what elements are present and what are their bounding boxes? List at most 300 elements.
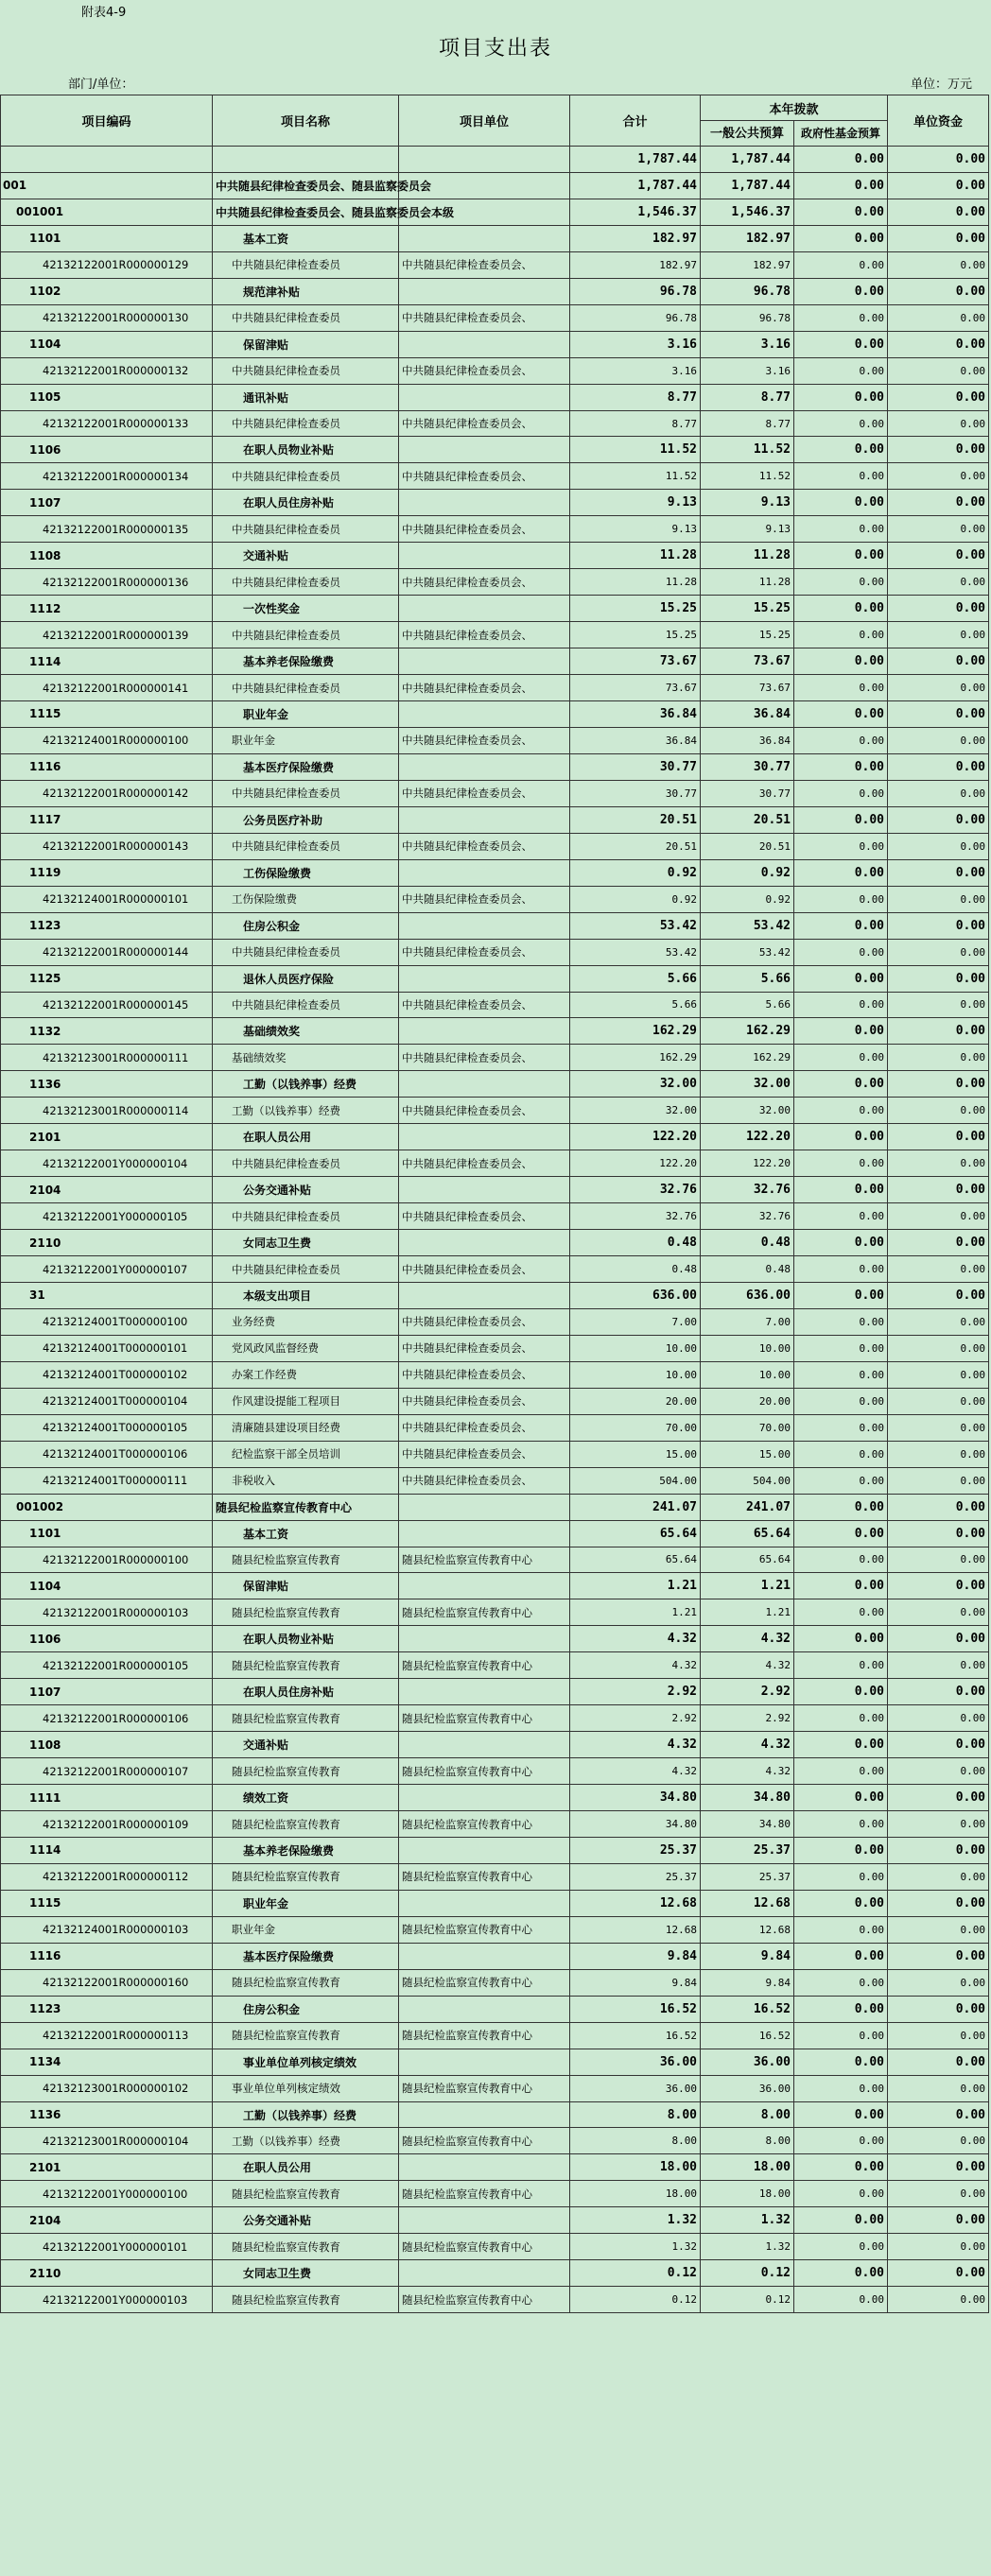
cell-unit bbox=[399, 1943, 570, 1969]
cell-unit: 中共随县纪律检查委员会、 bbox=[399, 251, 570, 278]
cell-code: 1119 bbox=[1, 859, 213, 886]
cell-gov-fund: 0.00 bbox=[794, 1520, 888, 1547]
cell-general-budget: 30.77 bbox=[701, 753, 794, 780]
cell-own-funds: 0.00 bbox=[888, 1414, 989, 1441]
cell-name: 中共随县纪律检查委员会、随县监察委员会 bbox=[213, 172, 399, 199]
cell-unit bbox=[399, 437, 570, 463]
cell-general-budget: 5.66 bbox=[701, 965, 794, 992]
cell-gov-fund: 0.00 bbox=[794, 304, 888, 331]
cell-unit: 中共随县纪律检查委员会、 bbox=[399, 410, 570, 437]
cell-unit bbox=[399, 1838, 570, 1864]
cell-gov-fund: 0.00 bbox=[794, 1203, 888, 1230]
cell-total: 11.28 bbox=[570, 569, 701, 596]
cell-gov-fund: 0.00 bbox=[794, 1547, 888, 1573]
table-row bbox=[1, 753, 989, 780]
cell-general-budget: 504.00 bbox=[701, 1467, 794, 1494]
cell-name: 中共随县纪律检查委员 bbox=[213, 833, 399, 859]
cell-gov-fund: 0.00 bbox=[794, 225, 888, 251]
cell-own-funds: 0.00 bbox=[888, 1732, 989, 1758]
cell-total: 122.20 bbox=[570, 1124, 701, 1150]
cell-total: 0.48 bbox=[570, 1230, 701, 1256]
cell-gov-fund: 0.00 bbox=[794, 1177, 888, 1203]
cell-name: 中共随县纪律检查委员 bbox=[213, 992, 399, 1018]
department-label: 部门/单位： bbox=[68, 78, 134, 92]
cell-unit bbox=[399, 543, 570, 569]
cell-code: 2101 bbox=[1, 2154, 213, 2181]
cell-unit bbox=[399, 1679, 570, 1705]
cell-gov-fund: 0.00 bbox=[794, 1626, 888, 1652]
cell-total: 8.77 bbox=[570, 384, 701, 410]
cell-own-funds: 0.00 bbox=[888, 410, 989, 437]
cell-name: 女同志卫生费 bbox=[213, 2260, 399, 2287]
table-row bbox=[1, 2049, 989, 2075]
table-row bbox=[1, 780, 989, 806]
cell-general-budget: 8.00 bbox=[701, 2128, 794, 2154]
cell-code: 42132123001R000000102 bbox=[1, 2075, 213, 2101]
cell-name: 随县纪检监察宣传教育 bbox=[213, 2234, 399, 2260]
cell-general-budget: 11.28 bbox=[701, 543, 794, 569]
cell-unit: 随县纪检监察宣传教育中心 bbox=[399, 2022, 570, 2049]
cell-code: 42132122001R000000107 bbox=[1, 1758, 213, 1785]
cell-name: 在职人员物业补贴 bbox=[213, 1626, 399, 1652]
cell-code: 42132124001R000000103 bbox=[1, 1916, 213, 1943]
cell-general-budget: 1.32 bbox=[701, 2234, 794, 2260]
cell-code: 42132122001R000000142 bbox=[1, 780, 213, 806]
cell-total: 12.68 bbox=[570, 1890, 701, 1916]
table-row bbox=[1, 1335, 989, 1361]
table-row bbox=[1, 2181, 989, 2207]
table-row bbox=[1, 2101, 989, 2128]
cell-own-funds: 0.00 bbox=[888, 965, 989, 992]
table-row bbox=[1, 1969, 989, 1996]
table-row bbox=[1, 1230, 989, 1256]
cell-own-funds: 0.00 bbox=[888, 1230, 989, 1256]
cell-gov-fund: 0.00 bbox=[794, 1652, 888, 1679]
cell-gov-fund: 0.00 bbox=[794, 1494, 888, 1520]
cell-total: 96.78 bbox=[570, 278, 701, 304]
cell-gov-fund: 0.00 bbox=[794, 2207, 888, 2234]
cell-unit bbox=[399, 331, 570, 357]
cell-code: 42132122001R000000145 bbox=[1, 992, 213, 1018]
cell-name: 工伤保险缴费 bbox=[213, 859, 399, 886]
cell-total: 182.97 bbox=[570, 251, 701, 278]
cell-own-funds: 0.00 bbox=[888, 1467, 989, 1494]
cell-unit bbox=[399, 1124, 570, 1150]
cell-gov-fund: 0.00 bbox=[794, 1018, 888, 1045]
cell-gov-fund: 0.00 bbox=[794, 596, 888, 622]
cell-total: 504.00 bbox=[570, 1467, 701, 1494]
cell-unit: 中共随县纪律检查委员会、 bbox=[399, 516, 570, 543]
cell-code: 1107 bbox=[1, 1679, 213, 1705]
cell-code: 1132 bbox=[1, 1018, 213, 1045]
cell-gov-fund: 0.00 bbox=[794, 1124, 888, 1150]
cell-own-funds: 0.00 bbox=[888, 753, 989, 780]
cell-code: 42132124001R000000101 bbox=[1, 886, 213, 912]
cell-code: 42132122001R000000160 bbox=[1, 1969, 213, 1996]
cell-general-budget: 11.52 bbox=[701, 463, 794, 490]
cell-own-funds: 0.00 bbox=[888, 1335, 989, 1361]
table-row bbox=[1, 543, 989, 569]
cell-code: 2110 bbox=[1, 2260, 213, 2287]
cell-name: 在职人员公用 bbox=[213, 1124, 399, 1150]
cell-unit: 中共随县纪律检查委员会、 bbox=[399, 1256, 570, 1283]
cell-total: 15.25 bbox=[570, 622, 701, 648]
cell-gov-fund: 0.00 bbox=[794, 1863, 888, 1890]
cell-total: 25.37 bbox=[570, 1838, 701, 1864]
cell-total: 1,546.37 bbox=[570, 199, 701, 225]
cell-own-funds: 0.00 bbox=[888, 2207, 989, 2234]
table-row bbox=[1, 410, 989, 437]
cell-gov-fund: 0.00 bbox=[794, 1071, 888, 1098]
table-row bbox=[1, 2128, 989, 2154]
cell-unit bbox=[399, 596, 570, 622]
cell-gov-fund: 0.00 bbox=[794, 648, 888, 675]
cell-code: 1115 bbox=[1, 701, 213, 728]
cell-general-budget: 1.32 bbox=[701, 2207, 794, 2234]
cell-own-funds: 0.00 bbox=[888, 859, 989, 886]
cell-total: 10.00 bbox=[570, 1361, 701, 1388]
cell-code: 42132123001R000000111 bbox=[1, 1045, 213, 1071]
cell-gov-fund: 0.00 bbox=[794, 1969, 888, 1996]
cell-gov-fund: 0.00 bbox=[794, 2101, 888, 2128]
cell-total: 0.48 bbox=[570, 1256, 701, 1283]
cell-unit bbox=[399, 225, 570, 251]
cell-general-budget: 15.00 bbox=[701, 1441, 794, 1467]
cell-code: 001 bbox=[1, 172, 213, 199]
project-expenditure-table bbox=[0, 95, 989, 2313]
cell-unit: 随县纪检监察宣传教育中心 bbox=[399, 1599, 570, 1626]
cell-code: 42132122001R000000130 bbox=[1, 304, 213, 331]
cell-own-funds: 0.00 bbox=[888, 1943, 989, 1969]
cell-own-funds: 0.00 bbox=[888, 2287, 989, 2313]
cell-own-funds: 0.00 bbox=[888, 1573, 989, 1599]
cell-general-budget: 7.00 bbox=[701, 1308, 794, 1335]
header-general-budget: 一般公共预算 bbox=[701, 121, 794, 147]
table-row bbox=[1, 1863, 989, 1890]
cell-gov-fund: 0.00 bbox=[794, 912, 888, 939]
cell-unit bbox=[399, 2260, 570, 2287]
cell-unit: 随县纪检监察宣传教育中心 bbox=[399, 1969, 570, 1996]
cell-name: 基本养老保险缴费 bbox=[213, 1838, 399, 1864]
cell-code: 1123 bbox=[1, 1996, 213, 2022]
cell-name: 公务交通补贴 bbox=[213, 1177, 399, 1203]
cell-name: 中共随县纪律检查委员 bbox=[213, 675, 399, 701]
cell-name: 工勤（以钱养事）经费 bbox=[213, 2101, 399, 2128]
table-row bbox=[1, 437, 989, 463]
cell-name: 事业单位单列核定绩效 bbox=[213, 2075, 399, 2101]
cell-name: 通讯补贴 bbox=[213, 384, 399, 410]
cell-general-budget: 0.92 bbox=[701, 859, 794, 886]
cell-own-funds: 0.00 bbox=[888, 304, 989, 331]
cell-gov-fund: 0.00 bbox=[794, 753, 888, 780]
cell-code: 1114 bbox=[1, 648, 213, 675]
cell-gov-fund: 0.00 bbox=[794, 2075, 888, 2101]
cell-code: 1116 bbox=[1, 1943, 213, 1969]
cell-total: 16.52 bbox=[570, 1996, 701, 2022]
cell-total: 0.92 bbox=[570, 886, 701, 912]
cell-gov-fund: 0.00 bbox=[794, 1890, 888, 1916]
cell-gov-fund: 0.00 bbox=[794, 331, 888, 357]
cell-code: 1101 bbox=[1, 1520, 213, 1547]
cell-own-funds: 0.00 bbox=[888, 1388, 989, 1414]
cell-code: 2104 bbox=[1, 2207, 213, 2234]
cell-own-funds: 0.00 bbox=[888, 1916, 989, 1943]
cell-unit: 中共随县纪律检查委员会、 bbox=[399, 1308, 570, 1335]
cell-own-funds: 0.00 bbox=[888, 2128, 989, 2154]
cell-unit: 中共随县纪律检查委员会、 bbox=[399, 1361, 570, 1388]
cell-name: 在职人员住房补贴 bbox=[213, 490, 399, 516]
cell-own-funds: 0.00 bbox=[888, 543, 989, 569]
cell-gov-fund: 0.00 bbox=[794, 543, 888, 569]
cell-name: 女同志卫生费 bbox=[213, 1230, 399, 1256]
cell-general-budget: 9.13 bbox=[701, 516, 794, 543]
cell-unit: 随县纪检监察宣传教育中心 bbox=[399, 1547, 570, 1573]
cell-name: 随县纪检监察宣传教育 bbox=[213, 1705, 399, 1732]
table-row bbox=[1, 331, 989, 357]
cell-general-budget: 9.84 bbox=[701, 1969, 794, 1996]
cell-own-funds: 0.00 bbox=[888, 490, 989, 516]
cell-code: 42132122001Y000000104 bbox=[1, 1150, 213, 1177]
cell-code: 1101 bbox=[1, 225, 213, 251]
cell-total: 34.80 bbox=[570, 1811, 701, 1838]
cell-gov-fund: 0.00 bbox=[794, 886, 888, 912]
cell-own-funds: 0.00 bbox=[888, 1838, 989, 1864]
cell-code: 42132124001T000000104 bbox=[1, 1388, 213, 1414]
cell-unit: 随县纪检监察宣传教育中心 bbox=[399, 1916, 570, 1943]
cell-general-budget: 3.16 bbox=[701, 357, 794, 384]
cell-own-funds: 0.00 bbox=[888, 806, 989, 833]
cell-code: 42132122001Y000000107 bbox=[1, 1256, 213, 1283]
cell-unit bbox=[399, 2207, 570, 2234]
cell-gov-fund: 0.00 bbox=[794, 1467, 888, 1494]
cell-unit: 随县纪检监察宣传教育中心 bbox=[399, 2128, 570, 2154]
cell-own-funds: 0.00 bbox=[888, 1177, 989, 1203]
cell-code: 42132122001R000000100 bbox=[1, 1547, 213, 1573]
cell-name: 交通补贴 bbox=[213, 1732, 399, 1758]
cell-code: 1117 bbox=[1, 806, 213, 833]
cell-name: 一次性奖金 bbox=[213, 596, 399, 622]
cell-code: 42132122001R000000135 bbox=[1, 516, 213, 543]
cell-total: 30.77 bbox=[570, 780, 701, 806]
cell-gov-fund: 0.00 bbox=[794, 1943, 888, 1969]
appendix-note: 附表4-9 bbox=[81, 6, 127, 20]
cell-unit: 中共随县纪律检查委员会、 bbox=[399, 622, 570, 648]
cell-own-funds: 0.00 bbox=[888, 886, 989, 912]
cell-code: 42132124001R000000100 bbox=[1, 727, 213, 753]
cell-general-budget: 20.00 bbox=[701, 1388, 794, 1414]
cell-code: 1108 bbox=[1, 543, 213, 569]
cell-unit: 中共随县纪律检查委员会、 bbox=[399, 463, 570, 490]
cell-code: 42132122001Y000000100 bbox=[1, 2181, 213, 2207]
cell-name: 作风建设提能工程项目 bbox=[213, 1388, 399, 1414]
cell-general-budget: 122.20 bbox=[701, 1124, 794, 1150]
cell-general-budget: 241.07 bbox=[701, 1494, 794, 1520]
table-row bbox=[1, 1996, 989, 2022]
table-row bbox=[1, 1943, 989, 1969]
cell-gov-fund: 0.00 bbox=[794, 965, 888, 992]
table-row bbox=[1, 2075, 989, 2101]
cell-unit bbox=[399, 965, 570, 992]
table-row bbox=[1, 2287, 989, 2313]
cell-total: 162.29 bbox=[570, 1018, 701, 1045]
cell-unit bbox=[399, 1018, 570, 1045]
cell-own-funds: 0.00 bbox=[888, 1071, 989, 1098]
cell-code: 1104 bbox=[1, 1573, 213, 1599]
table-row bbox=[1, 622, 989, 648]
cell-own-funds: 0.00 bbox=[888, 1758, 989, 1785]
cell-gov-fund: 0.00 bbox=[794, 1098, 888, 1124]
table-row bbox=[1, 357, 989, 384]
cell-name: 中共随县纪律检查委员 bbox=[213, 1150, 399, 1177]
cell-name: 职业年金 bbox=[213, 727, 399, 753]
cell-unit bbox=[399, 490, 570, 516]
cell-total: 53.42 bbox=[570, 912, 701, 939]
table-row bbox=[1, 251, 989, 278]
cell-total: 36.84 bbox=[570, 701, 701, 728]
cell-name bbox=[213, 147, 399, 173]
page-title: 项目支出表 bbox=[438, 37, 552, 61]
cell-name: 基本医疗保险缴费 bbox=[213, 1943, 399, 1969]
cell-total: 4.32 bbox=[570, 1732, 701, 1758]
cell-code: 42132122001R000000112 bbox=[1, 1863, 213, 1890]
cell-code: 42132124001T000000106 bbox=[1, 1441, 213, 1467]
cell-gov-fund: 0.00 bbox=[794, 1679, 888, 1705]
cell-total: 20.51 bbox=[570, 806, 701, 833]
cell-general-budget: 0.12 bbox=[701, 2287, 794, 2313]
cell-gov-fund: 0.00 bbox=[794, 1150, 888, 1177]
cell-unit: 中共随县纪律检查委员会、 bbox=[399, 1335, 570, 1361]
cell-code: 42132122001R000000134 bbox=[1, 463, 213, 490]
cell-code: 1114 bbox=[1, 1838, 213, 1864]
cell-general-budget: 9.13 bbox=[701, 490, 794, 516]
cell-general-budget: 73.67 bbox=[701, 648, 794, 675]
cell-own-funds: 0.00 bbox=[888, 1018, 989, 1045]
table-row bbox=[1, 304, 989, 331]
cell-own-funds: 0.00 bbox=[888, 1599, 989, 1626]
cell-total: 1.21 bbox=[570, 1599, 701, 1626]
table-row bbox=[1, 2022, 989, 2049]
table-row bbox=[1, 1361, 989, 1388]
cell-name: 基本医疗保险缴费 bbox=[213, 753, 399, 780]
cell-gov-fund: 0.00 bbox=[794, 2128, 888, 2154]
cell-gov-fund: 0.00 bbox=[794, 1996, 888, 2022]
cell-gov-fund: 0.00 bbox=[794, 727, 888, 753]
cell-name: 工勤（以钱养事）经费 bbox=[213, 1098, 399, 1124]
header-total: 合计 bbox=[570, 95, 701, 147]
cell-own-funds: 0.00 bbox=[888, 278, 989, 304]
cell-code: 42132124001T000000105 bbox=[1, 1414, 213, 1441]
cell-total: 162.29 bbox=[570, 1045, 701, 1071]
header-unit: 项目单位 bbox=[399, 95, 570, 147]
table-row bbox=[1, 939, 989, 965]
cell-name: 职业年金 bbox=[213, 1916, 399, 1943]
cell-name: 工勤（以钱养事）经费 bbox=[213, 2128, 399, 2154]
table-row bbox=[1, 1732, 989, 1758]
cell-unit bbox=[399, 1785, 570, 1811]
cell-general-budget: 36.84 bbox=[701, 701, 794, 728]
cell-general-budget: 0.48 bbox=[701, 1230, 794, 1256]
cell-name: 中共随县纪律检查委员 bbox=[213, 251, 399, 278]
cell-total: 36.84 bbox=[570, 727, 701, 753]
cell-code: 1102 bbox=[1, 278, 213, 304]
cell-general-budget: 15.25 bbox=[701, 622, 794, 648]
cell-own-funds: 0.00 bbox=[888, 912, 989, 939]
cell-own-funds: 0.00 bbox=[888, 1308, 989, 1335]
cell-own-funds: 0.00 bbox=[888, 1626, 989, 1652]
cell-name: 业务经费 bbox=[213, 1308, 399, 1335]
cell-own-funds: 0.00 bbox=[888, 1679, 989, 1705]
cell-unit: 随县纪检监察宣传教育中心 bbox=[399, 1811, 570, 1838]
cell-gov-fund: 0.00 bbox=[794, 147, 888, 173]
cell-total: 25.37 bbox=[570, 1863, 701, 1890]
cell-code: 42132123001R000000114 bbox=[1, 1098, 213, 1124]
cell-general-budget: 182.97 bbox=[701, 251, 794, 278]
cell-gov-fund: 0.00 bbox=[794, 1916, 888, 1943]
table-row bbox=[1, 1256, 989, 1283]
cell-unit bbox=[399, 1996, 570, 2022]
cell-code: 1115 bbox=[1, 1890, 213, 1916]
cell-general-budget: 32.76 bbox=[701, 1203, 794, 1230]
cell-unit: 中共随县纪律检查委员会、 bbox=[399, 1467, 570, 1494]
cell-total: 4.32 bbox=[570, 1652, 701, 1679]
cell-name: 随县纪检监察宣传教育 bbox=[213, 1547, 399, 1573]
cell-total: 32.76 bbox=[570, 1203, 701, 1230]
cell-unit bbox=[399, 912, 570, 939]
table-row bbox=[1, 806, 989, 833]
cell-name: 中共随县纪律检查委员 bbox=[213, 1203, 399, 1230]
table-row bbox=[1, 1520, 989, 1547]
cell-unit bbox=[399, 1520, 570, 1547]
cell-name: 随县纪检监察宣传教育 bbox=[213, 1599, 399, 1626]
cell-code: 42132122001R000000139 bbox=[1, 622, 213, 648]
cell-unit bbox=[399, 1282, 570, 1308]
cell-total: 1,787.44 bbox=[570, 147, 701, 173]
cell-general-budget: 34.80 bbox=[701, 1785, 794, 1811]
cell-own-funds: 0.00 bbox=[888, 172, 989, 199]
cell-gov-fund: 0.00 bbox=[794, 251, 888, 278]
table-row bbox=[1, 1308, 989, 1335]
cell-total: 9.13 bbox=[570, 516, 701, 543]
header-name: 项目名称 bbox=[213, 95, 399, 147]
cell-name: 工伤保险缴费 bbox=[213, 886, 399, 912]
cell-unit: 中共随县纪律检查委员会、 bbox=[399, 1150, 570, 1177]
cell-gov-fund: 0.00 bbox=[794, 569, 888, 596]
cell-gov-fund: 0.00 bbox=[794, 1573, 888, 1599]
cell-gov-fund: 0.00 bbox=[794, 1414, 888, 1441]
cell-own-funds: 0.00 bbox=[888, 1150, 989, 1177]
cell-gov-fund: 0.00 bbox=[794, 1441, 888, 1467]
cell-general-budget: 36.00 bbox=[701, 2075, 794, 2101]
cell-own-funds: 0.00 bbox=[888, 569, 989, 596]
cell-total: 4.32 bbox=[570, 1626, 701, 1652]
cell-total: 0.12 bbox=[570, 2287, 701, 2313]
cell-name: 中共随县纪律检查委员 bbox=[213, 463, 399, 490]
cell-unit: 中共随县纪律检查委员会、 bbox=[399, 992, 570, 1018]
cell-gov-fund: 0.00 bbox=[794, 172, 888, 199]
cell-unit bbox=[399, 1732, 570, 1758]
cell-gov-fund: 0.00 bbox=[794, 622, 888, 648]
cell-own-funds: 0.00 bbox=[888, 1441, 989, 1467]
cell-code: 42132122001R000000129 bbox=[1, 251, 213, 278]
cell-name: 中共随县纪律检查委员 bbox=[213, 410, 399, 437]
cell-unit: 中共随县纪律检查委员会、 bbox=[399, 1388, 570, 1414]
cell-code: 1136 bbox=[1, 1071, 213, 1098]
cell-gov-fund: 0.00 bbox=[794, 357, 888, 384]
table-row bbox=[1, 675, 989, 701]
cell-own-funds: 0.00 bbox=[888, 1969, 989, 1996]
unit-label: 单位：万元 bbox=[910, 78, 972, 92]
cell-general-budget: 4.32 bbox=[701, 1732, 794, 1758]
